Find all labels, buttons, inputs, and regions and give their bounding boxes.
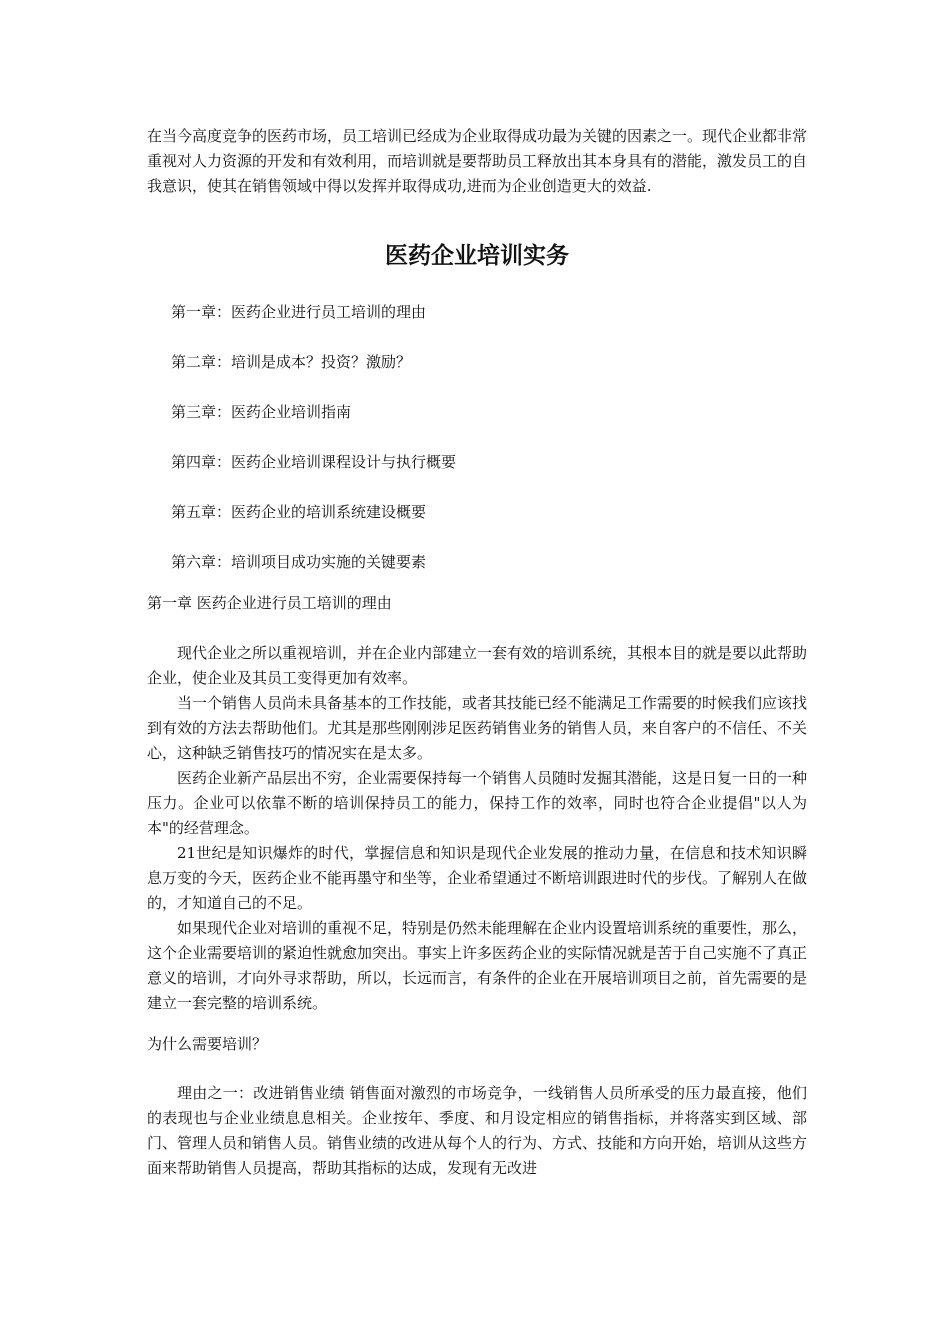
toc-item: 第二章：培训是成本？投资？激励？ bbox=[171, 353, 412, 371]
toc-item: 第四章：医药企业培训课程设计与执行概要 bbox=[171, 453, 457, 471]
intro-paragraph: 在当今高度竞争的医药市场，员工培训已经成为企业取得成功最为关键的因素之一。现代企业都非常重视对人力资源的开发和有效利用，而培训就是要帮助员工释放出其本身具有的潜能，激发员工的自我意识，使其在销售领域中得以发挥并取得成功,进而为企业创造更大的效益. bbox=[147, 127, 808, 195]
body-paragraph: 如果现代企业对培训的重视不足，特别是仍然未能理解在企业内设置培训系统的重要性，那么，这个企业需要培训的紧迫性就愈加突出。事实上许多医药企业的实际情况就是苦于自己实施不了真正意义的培训，才向外寻求帮助，所以，长远而言，有条件的企业在开展培训项目之前，首先需要的是建立一套完整的培训系统。 bbox=[147, 919, 808, 1012]
body-paragraph: 理由之一：改进销售业绩 销售面对激烈的市场竞争，一线销售人员所承受的压力最直接，他们的表现也与企业业绩息息相关。企业按年、季度、和月设定相应的销售指标，并将落实到区域、部门、管理人员和销售人员。销售业绩的改进从每个人的行为、方式、技能和方向开始，培训从这些方面来帮助销售人员提高，帮助其指标的达成，发现有无改进 bbox=[147, 1084, 808, 1177]
table-of-contents bbox=[147, 300, 807, 575]
body-paragraph: 21世纪是知识爆炸的时代，掌握信息和知识是现代企业发展的推动力量，在信息和技术知识瞬息万变的今天，医药企业不能再墨守和坐等，企业希望通过不断培训跟进时代的步伐。了解别人在做的，才知道自己的不足。 bbox=[147, 844, 808, 912]
body-paragraph: 当一个销售人员尚未具备基本的工作技能，或者其技能已经不能满足工作需要的时候我们应该找到有效的方法去帮助他们。尤其是那些刚刚涉足医药销售业务的销售人员，来自客户的不信任、不关心，这种缺乏销售技巧的情况实在是太多。 bbox=[147, 694, 808, 762]
body-paragraph: 医药企业新产品层出不穷，企业需要保持每一个销售人员随时发掘其潜能，这是日复一日的一种压力。企业可以依靠不断的培训保持员工的能力，保持工作的效率，同时也符合企业提倡"以人为本"的经营理念。 bbox=[147, 769, 808, 837]
document-title: 医药企业培训实务 bbox=[385, 243, 569, 269]
toc-item: 第五章：医药企业的培训系统建设概要 bbox=[171, 503, 427, 521]
toc-item: 第三章：医药企业培训指南 bbox=[171, 403, 352, 421]
chapter-heading: 第一章 医药企业进行员工培训的理由 bbox=[147, 594, 392, 612]
toc-item: 第六章：培训项目成功实施的关键要素 bbox=[171, 553, 427, 571]
document-page bbox=[147, 124, 807, 1181]
section-heading: 为什么需要培训？ bbox=[147, 1035, 268, 1053]
body-paragraph: 现代企业之所以重视培训，并在企业内部建立一套有效的培训系统，其根本目的就是要以此帮助企业，使企业及其员工变得更加有效率。 bbox=[147, 644, 808, 687]
toc-item: 第一章：医药企业进行员工培训的理由 bbox=[171, 303, 427, 321]
